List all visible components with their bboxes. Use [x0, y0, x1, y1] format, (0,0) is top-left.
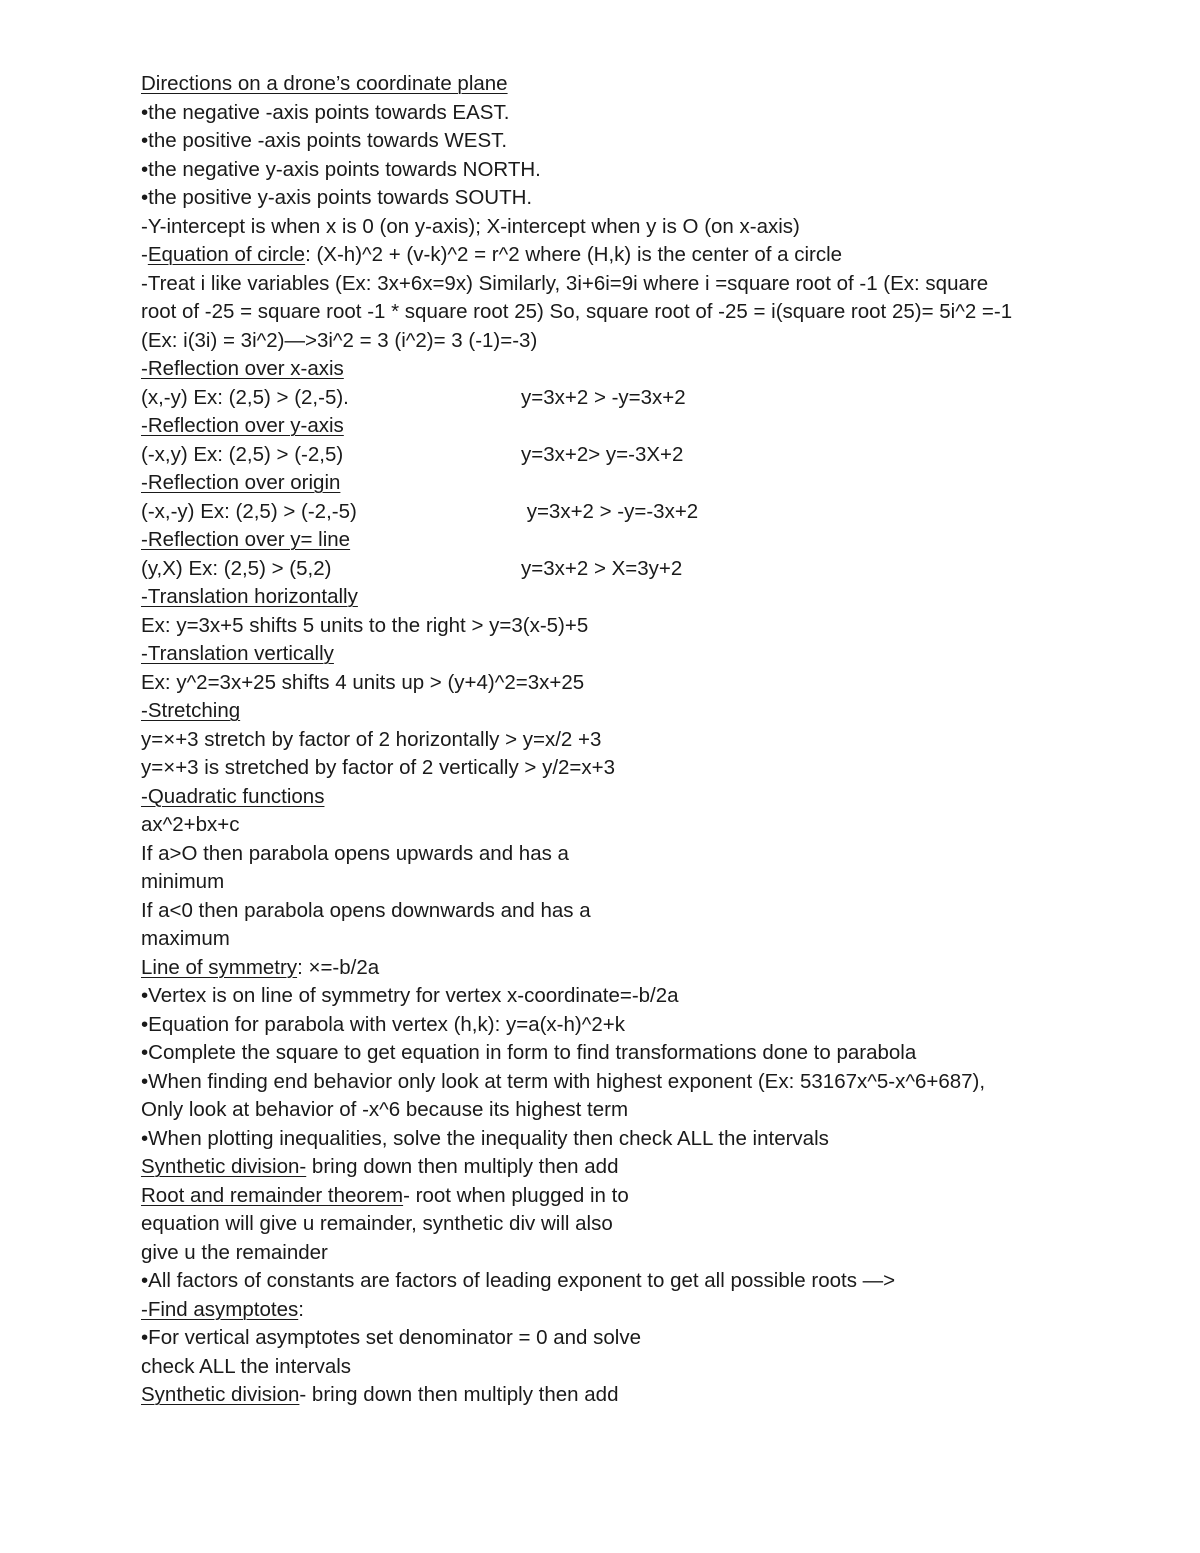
asymptotes-heading: -Find asymptotes: [141, 1297, 299, 1321]
quadratic-max-1: If a<0 then parabola opens downwards and has a: [141, 898, 591, 922]
synthetic-division-heading-2: Synthetic division: [141, 1383, 300, 1406]
synthetic-division-line-2: Synthetic division- bring down then multiply then add: [141, 1383, 619, 1406]
reflection-y-row: (-x,y) Ex: (2,5) > (-2,5) y=3x+2> y=-3X+2: [141, 442, 684, 466]
vertex-symmetry-note: •Vertex is on line of symmetry for vertex x-coordinate=-b/2a: [141, 984, 679, 1007]
quadratic-max-2: maximum: [141, 927, 230, 950]
complete-square-note: •Complete the square to get equation in form to find transformations done to parabola: [141, 1041, 917, 1064]
direction-east: •the negative -axis points towards EAST.: [141, 100, 510, 124]
page-title: Directions on a drone’s coordinate plane: [141, 72, 508, 95]
translation-vertical-text: Ex: y^2=3x+25 shifts 4 units up > (y+4)^2=3x+25: [141, 670, 585, 694]
synthetic-division-heading: Synthetic division-: [141, 1155, 307, 1178]
direction-north: •the negative y-axis points towards NORTH.: [141, 157, 541, 181]
symmetry-line: Line of symmetry: ×=-b/2a: [141, 955, 380, 979]
circle-equation-line: -Equation of circle: (X-h)^2 + (v-k)^2 = r^2 where (H,k) is the center of a circle: [141, 243, 843, 266]
reflection-origin-heading: -Reflection over origin: [141, 471, 341, 494]
symmetry-heading: Line of symmetry: [141, 955, 298, 979]
notes-body: [141, 70, 1081, 1410]
vertex-equation-note: •Equation for parabola with vertex (h,k): y=a(x-h)^2+k: [141, 1012, 625, 1036]
quadratic-form: ax^2+bx+c: [141, 813, 240, 836]
root-theorem-line: Root and remainder theorem- root when plugged in to: [141, 1183, 629, 1207]
synthetic-division-line: Synthetic division- bring down then multiply then add: [141, 1155, 619, 1178]
stretching-text-1: y=×+3 stretch by factor of 2 horizontally > y=x/2 +3: [141, 727, 602, 751]
inequalities-note: •When plotting inequalities, solve the inequality then check ALL the intervals: [141, 1126, 829, 1150]
quadratic-min-1: If a>O then parabola opens upwards and has a: [141, 841, 569, 865]
stretching-text-2: y=×+3 is stretched by factor of 2 vertically > y/2=x+3: [141, 756, 616, 779]
reflection-x-row: (x,-y) Ex: (2,5) > (2,-5). y=3x+2 > -y=3x+2: [141, 385, 686, 409]
imaginary-note-2: root of -25 = square root -1 * square root 25) So, square root of -25 = i(square root 25)= 5i^2 =-1: [141, 300, 1013, 323]
root-theorem-text-3: give u the remainder: [141, 1240, 328, 1264]
reflection-origin-row: (-x,-y) Ex: (2,5) > (-2,-5) y=3x+2 > -y=-3x+2: [141, 499, 699, 523]
asymptotes-line: -Find asymptotes:: [141, 1297, 304, 1321]
intercepts-note: -Y-intercept is when x is 0 (on y-axis); X-intercept when y is O (on x-axis): [141, 214, 800, 238]
translation-vertical-heading: -Translation vertically: [141, 642, 334, 665]
end-behavior-note-1: •When finding end behavior only look at term with highest exponent (Ex: 53167x^5-x^6+687),: [141, 1069, 986, 1093]
direction-south: •the positive y-axis points towards SOUTH.: [141, 186, 533, 209]
end-behavior-note-2: Only look at behavior of -x^6 because its highest term: [141, 1098, 629, 1121]
translation-horizontal-heading: -Translation horizontally: [141, 585, 358, 608]
translation-horizontal-text: Ex: y=3x+5 shifts 5 units to the right > y=3(x-5)+5: [141, 613, 589, 637]
quadratic-heading: -Quadratic functions: [141, 784, 325, 808]
vertical-asymptotes-note: •For vertical asymptotes set denominator = 0 and solve: [141, 1326, 641, 1349]
check-intervals-note: check ALL the intervals: [141, 1354, 352, 1378]
root-theorem-text-2: equation will give u remainder, synthetic div will also: [141, 1212, 613, 1235]
circle-heading: Equation of circle: [147, 243, 306, 266]
imaginary-note-1: -Treat i like variables (Ex: 3x+6x=9x) Similarly, 3i+6i=9i where i =square root of -1 (Ex: square: [141, 271, 989, 295]
stretching-heading: -Stretching: [141, 699, 241, 722]
quadratic-min-2: minimum: [141, 870, 225, 893]
reflection-y-heading: -Reflection over y-axis: [141, 414, 344, 437]
factors-note: •All factors of constants are factors of leading exponent to get all possible roots —>: [141, 1269, 896, 1292]
imaginary-note-3: (Ex: i(3i) = 3i^2)—>3i^2 = 3 (i^2)= 3 (-1)=-3): [141, 328, 538, 352]
direction-west: •the positive -axis points towards WEST.: [141, 129, 508, 152]
reflection-x-heading: -Reflection over x-axis: [141, 357, 344, 380]
reflection-line-heading: -Reflection over y= line: [141, 528, 351, 551]
reflection-line-row: (y,X) Ex: (2,5) > (5,2) y=3x+2 > X=3y+2: [141, 556, 683, 580]
root-theorem-heading: Root and remainder theorem: [141, 1183, 404, 1207]
